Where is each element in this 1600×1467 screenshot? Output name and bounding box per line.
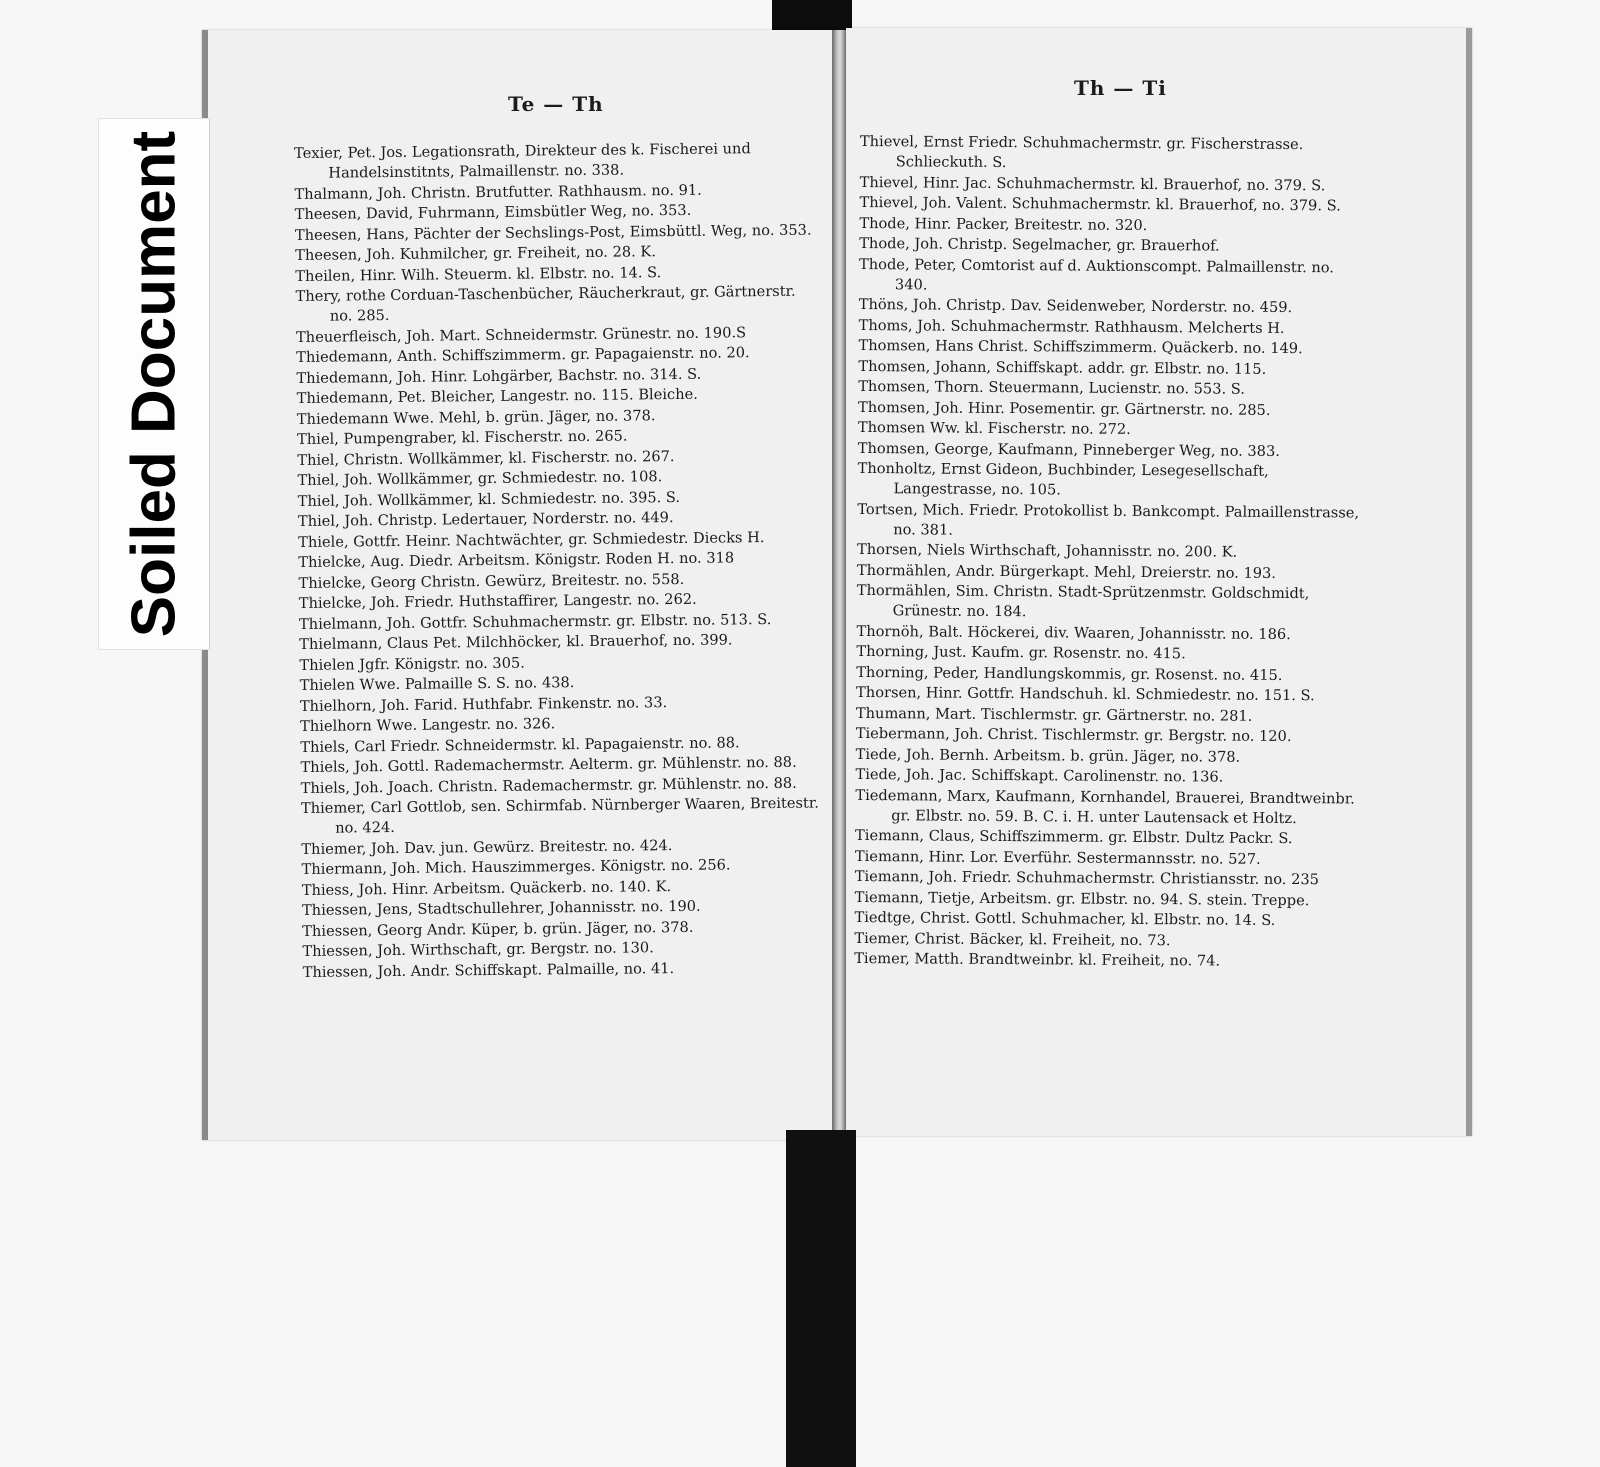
directory-entry: Thiessen, Georg Andr. Küper, b. grün. Jäger, no. 378. [302,918,694,940]
directory-entry: Tiebermann, Joh. Christ. Tischlermstr. gr. Bergstr. no. 120. [855,724,1292,746]
directory-entry: Thiermann, Joh. Mich. Hauszimmerges. Königstr. no. 256. [301,856,731,878]
directory-entry: Thiel, Joh. Christp. Ledertauer, Norderstr. no. 449. [297,509,674,530]
directory-entry: Thiedemann Wwe. Mehl, b. grün. Jäger, no. 378. [296,406,656,428]
directory-entry: Tiemann, Claus, Schiffszimmerm. gr. Elbstr. Dultz Packr. S. [855,826,1293,848]
directory-entry: Thalmann, Joh. Christn. Brutfutter. Rathhausm. no. 91. [294,181,702,203]
directory-entry: Thiel, Christn. Wollkämmer, kl. Fischerstr. no. 267. [297,447,675,469]
directory-entry: Thomsen Ww. kl. Fischerstr. no. 272. [857,418,1131,438]
directory-entry: Thielen Wwe. Palmaille S. S. no. 438. [299,674,575,694]
directory-entry: Texier, Pet. Jos. Legationsrath, Direkteur des k. Fischerei und Handelsinstitnts, Palmaillenstr. no. 338. [294,140,751,182]
directory-entry: Tiemer, Christ. Bäcker, kl. Freiheit, no. 73. [854,929,1171,949]
directory-entry: Thievel, Hinr. Jac. Schuhmachermstr. kl. Brauerhof, no. 379. S. [859,173,1326,194]
directory-entry: Theilen, Hinr. Wilh. Steuerm. kl. Elbstr. no. 14. S. [295,263,662,285]
directory-entry: Theesen, David, Fuhrmann, Eimsbütler Weg, no. 353. [294,201,692,223]
directory-entry: Thievel, Ernst Friedr. Schuhmachermstr. gr. Fischerstrasse. Schlieckuth. S. [859,132,1304,172]
directory-entry: Thonholtz, Ernst Gideon, Buchbinder, Lesegesellschaft, Langestrasse, no. 105. [857,459,1269,499]
directory-entry: Thoms, Joh. Schuhmachermstr. Rathhausm. Melcherts H. [858,316,1285,337]
directory-entry: Tiede, Joh. Bernh. Arbeitsm. b. grün. Jäger, no. 378. [855,745,1241,766]
directory-entry: Thomsen, Joh. Hinr. Posementir. gr. Gärtnerstr. no. 285. [858,398,1271,419]
right-entry-list [854,132,1370,973]
directory-entry: Thiel, Joh. Wollkämmer, gr. Schmiedestr. no. 108. [297,468,663,489]
directory-entry: Tiemann, Hinr. Lor. Everführ. Sestermannsstr. no. 527. [854,847,1261,868]
directory-entry: Thielmann, Joh. Gottfr. Schuhmachermstr. gr. Elbstr. no. 513. S. [298,610,772,633]
directory-entry: Thielhorn, Joh. Farid. Huthfabr. Finkenstr. no. 33. [299,693,668,715]
directory-entry: Thiel, Pumpengraber, kl. Fischerstr. no. 265. [297,427,628,448]
book-gutter [832,30,846,1140]
directory-entry: Thery, rothe Corduan-Taschenbücher, Räucherkraut, gr. Gärtnerstr. no. 285. [295,282,796,325]
directory-entry: Tiede, Joh. Jac. Schiffskapt. Carolinenstr. no. 136. [855,765,1224,786]
directory-entry: Thode, Joh. Christp. Segelmacher, gr. Brauerhof. [859,234,1220,255]
directory-entry: Tiemann, Tietje, Arbeitsm. gr. Elbstr. no. 94. S. stein. Treppe. [854,888,1310,909]
right-page [846,28,1472,1136]
directory-entry: Thöns, Joh. Christp. Dav. Seidenweber, Norderstr. no. 459. [858,295,1293,317]
directory-entry: Thievel, Joh. Valent. Schuhmachermstr. kl. Brauerhof, no. 379. S. [859,193,1341,215]
directory-entry: Thiessen, Joh. Wirthschaft, gr. Bergstr. no. 130. [302,939,654,960]
directory-entry: Thielen Jgfr. Königstr. no. 305. [299,654,525,674]
stamp-label: Soiled Document [119,130,189,638]
directory-entry: Thiel, Joh. Wollkämmer, kl. Schmiedestr. no. 395. S. [297,488,681,510]
directory-entry: Thiessen, Jens, Stadtschullehrer, Johannisstr. no. 190. [301,897,701,919]
directory-entry: Thornöh, Balt. Höckerei, div. Waaren, Johannisstr. no. 186. [856,622,1291,643]
directory-entry: Thorsen, Hinr. Gottfr. Handschuh. kl. Schmiedestr. no. 151. S. [856,683,1315,705]
directory-entry: Thielcke, Joh. Friedr. Huthstaffirer, Langestr. no. 262. [298,590,697,612]
directory-entry: Thiels, Carl Friedr. Schneidermstr. kl. Papagaienstr. no. 88. [300,733,740,756]
left-page-header: Te — Th [508,92,604,116]
directory-entry: Tiedemann, Marx, Kaufmann, Kornhandel, Brauerei, Brandtweinbr. gr. Elbstr. no. 59. B. C. i. H. unter Lautensack et Holtz. [855,786,1355,827]
directory-entry: Theuerfleisch, Joh. Mart. Schneidermstr. Grünestr. no. 190.S [295,323,747,346]
binding-strip-bottom [786,1130,856,1467]
directory-entry: Thiedemann, Joh. Hinr. Lohgärber, Bachstr. no. 314. S. [296,365,702,387]
directory-entry: Theesen, Hans, Pächter der Sechslings-Post, Eimsbüttl. Weg, no. 353. [294,221,812,244]
directory-entry: Thiele, Gottfr. Heinr. Nachtwächter, gr. Schmiedestr. Diecks H. [298,528,765,551]
directory-entry: Thiedemann, Anth. Schiffszimmerm. gr. Papagaienstr. no. 20. [296,344,750,366]
directory-entry: Thorning, Just. Kaufm. gr. Rosenstr. no. 415. [856,642,1186,663]
directory-entry: Thiess, Joh. Hinr. Arbeitsm. Quäckerb. no. 140. K. [301,877,672,899]
directory-entry: Thumann, Mart. Tischlermstr. gr. Gärtnerstr. no. 281. [855,704,1253,725]
directory-entry: Thomsen, Johann, Schiffskapt. addr. gr. Elbstr. no. 115. [858,357,1267,378]
directory-entry: Thomsen, Thorn. Steuermann, Lucienstr. no. 553. S. [858,377,1245,398]
directory-entry: Theesen, Joh. Kuhmilcher, gr. Freiheit, no. 28. K. [295,243,657,264]
binding-strip-top [772,0,852,30]
directory-entry: Thiemer, Carl Gottlob, sen. Schirmfab. Nürnberger Waaren, Breitestr. no. 424. [300,794,819,837]
left-entry-list [294,139,823,983]
directory-entry: Tiedtge, Christ. Gottl. Schuhmacher, kl. Elbstr. no. 14. S. [854,908,1276,929]
directory-entry: Thielmann, Claus Pet. Milchhöcker, kl. Brauerhof, no. 399. [299,631,733,653]
directory-entry: Tiemer, Matth. Brandtweinbr. kl. Freiheit, no. 74. [854,949,1221,970]
directory-entry: Thielhorn Wwe. Langestr. no. 326. [300,715,556,735]
directory-entry: Thorning, Peder, Handlungskommis, gr. Rosenst. no. 415. [856,663,1283,684]
directory-entry: Thiessen, Joh. Andr. Schiffskapt. Palmaille, no. 41. [302,959,675,981]
directory-entry: Thode, Hinr. Packer, Breitestr. no. 320. [859,214,1148,234]
left-page [202,30,838,1140]
directory-entry: Tiemann, Joh. Friedr. Schuhmachermstr. Christiansstr. no. 235 [854,867,1320,889]
directory-entry: Thiels, Joh. Joach. Christn. Rademachermstr. gr. Mühlenstr. no. 88. [300,774,797,797]
directory-entry: Tortsen, Mich. Friedr. Protokollist b. Bankcompt. Palmaillenstrasse, no. 381. [857,500,1360,539]
directory-entry: Thode, Peter, Comtorist auf d. Auktionscompt. Palmaillenstr. no. 340. [859,255,1335,293]
directory-entry: Thiedemann, Pet. Bleicher, Langestr. no. 115. Bleiche. [296,385,698,407]
directory-entry: Thielcke, Aug. Diedr. Arbeitsm. Königstr. Roden H. no. 318 [298,549,735,571]
directory-entry: Thormählen, Andr. Bürgerkapt. Mehl, Dreierstr. no. 193. [856,561,1277,582]
directory-entry: Thorsen, Niels Wirthschaft, Johannisstr. no. 200. K. [857,540,1238,561]
right-page-header: Th — Ti [1074,76,1167,100]
directory-entry: Thomsen, George, Kaufmann, Pinneberger Weg, no. 383. [857,439,1280,460]
directory-entry: Thormählen, Sim. Christn. Stadt-Sprützenmstr. Goldschmidt, Grünestr. no. 184. [856,581,1310,621]
directory-entry: Thiemer, Joh. Dav. jun. Gewürz. Breitestr. no. 424. [301,836,673,858]
soiled-document-stamp [98,118,210,650]
directory-entry: Thiels, Joh. Gottl. Rademachermstr. Aelterm. gr. Mühlenstr. no. 88. [300,753,797,776]
directory-entry: Thomsen, Hans Christ. Schiffszimmerm. Quäckerb. no. 149. [858,336,1303,358]
directory-entry: Thielcke, Georg Christn. Gewürz, Breitestr. no. 558. [298,570,685,592]
